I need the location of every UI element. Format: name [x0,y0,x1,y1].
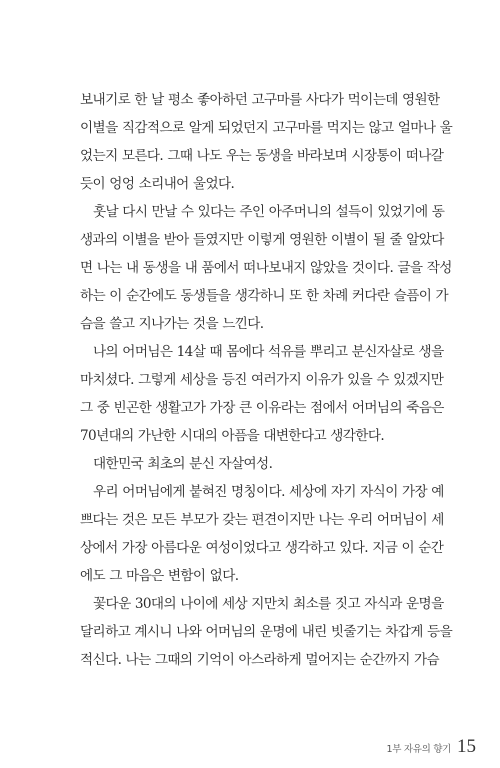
text-line: 마치셨다. 그렇게 세상을 등진 여러가지 이유가 있을 수 있겠지만 [80,372,444,388]
body-text [80,86,453,674]
text-line: 면 나는 내 동생을 내 품에서 떠나보내지 않았을 것이다. 글을 작성 [80,260,452,276]
page-number: 15 [457,736,476,757]
text-line: 70년대의 가난한 시대의 아픔을 대변한다고 생각한다. [80,428,385,444]
text-line: 었는지 모른다. 그때 나도 우는 동생을 바라보며 시장통이 떠나갈 [80,148,444,164]
text-line: 보내기로 한 날 평소 좋아하던 고구마를 사다가 먹이는데 영원한 [80,92,440,108]
text-line: 적신다. 나는 그때의 기억이 아스라하게 멀어지는 순간까지 가슴 [80,652,440,668]
text-line: 에도 그 마음은 변함이 없다. [80,568,239,584]
page-footer [387,736,476,760]
text-line: 훗날 다시 만날 수 있다는 주인 아주머니의 설득이 있었기에 동 [93,204,445,220]
text-line: 쁘다는 것은 모든 부모가 갖는 편견이지만 나는 우리 어머님이 세 [80,512,444,528]
section-label: 1부 자유의 향기 [386,744,451,755]
text-line: 나의 어머님은 14살 때 몸에다 석유를 뿌리고 분신자살로 생을 [93,344,444,360]
text-line: 이별을 직감적으로 알게 되었던지 고구마를 먹지는 않고 얼마나 울 [80,120,453,136]
text-line: 하는 이 순간에도 동생들을 생각하니 또 한 차례 커다란 슬픔이 가 [80,288,449,304]
text-line: 그 중 빈곤한 생활고가 가장 큰 이유라는 점에서 어머님의 죽음은 [80,400,444,416]
text-line: 상에서 가장 아름다운 여성이었다고 생각하고 있다. 지금 이 순간 [80,540,444,556]
text-line: 슴을 쓸고 지나가는 것을 느낀다. [80,316,264,332]
text-line: 꽃다운 30대의 나이에 세상 지만치 최소를 짓고 자식과 운명을 [93,596,444,612]
text-line: 달리하고 계시니 나와 어머님의 운명에 내린 빗줄기는 차갑게 등을 [80,624,453,640]
text-line: 듯이 엉엉 소리내어 울었다. [80,176,235,192]
text-line: 대한민국 최초의 분신 자살여성. [93,456,273,472]
text-line: 우리 어머님에게 붙혀진 명칭이다. 세상에 자기 자식이 가장 예 [93,484,444,500]
text-line: 생과의 이별을 받아 들였지만 이렇게 영원한 이별이 될 줄 알았다 [80,232,444,248]
